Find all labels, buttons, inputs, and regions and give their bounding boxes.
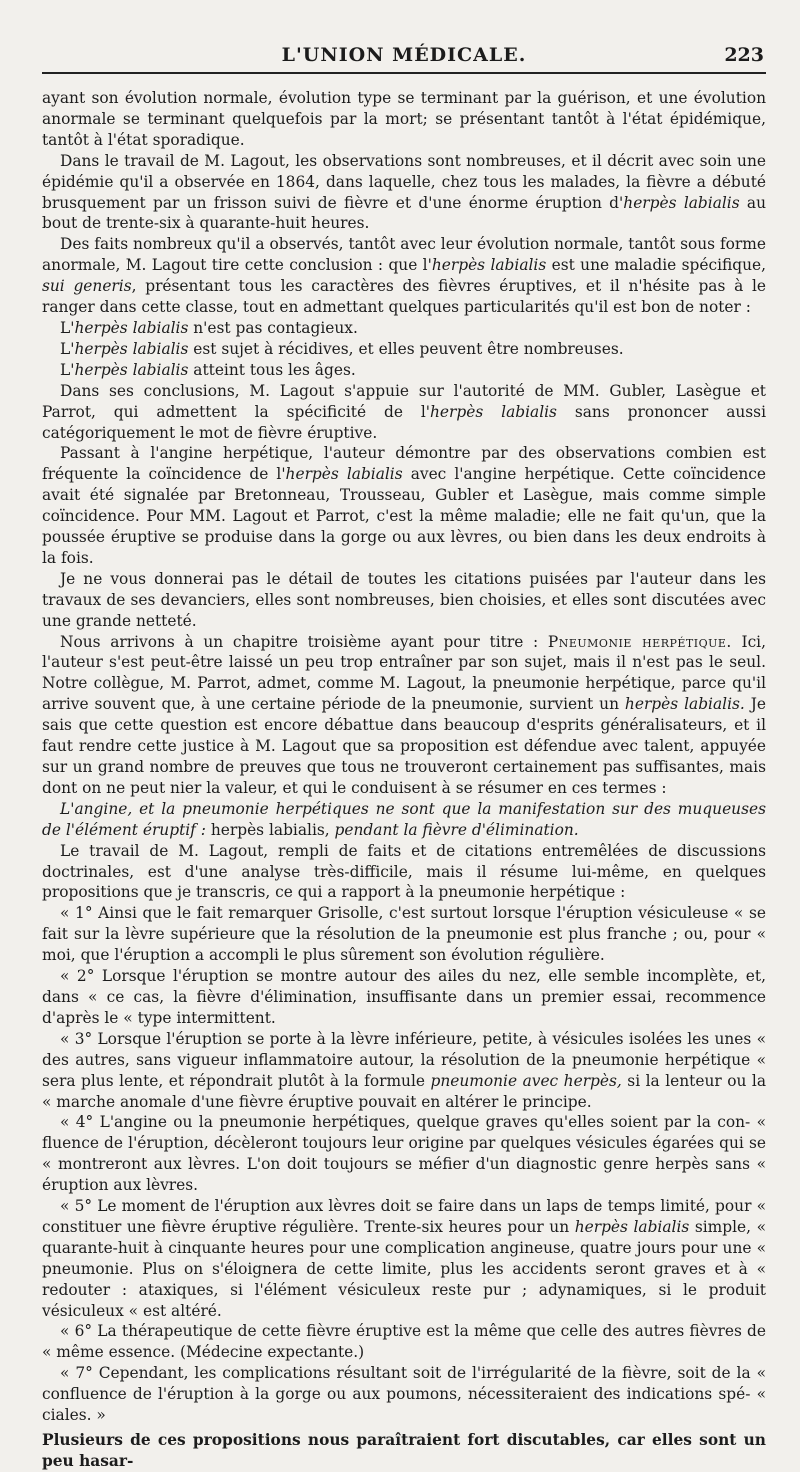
- page-header: [42, 38, 766, 74]
- paragraph: Des faits nombreux qu'il a observés, tantôt avec leur évolution normale, tantôt sous forme anormale, M. Lagout tire cette conclusion : que l'herpès labialis est une maladie spécifique, sui generis, présentant tous les caractères des fièvres éruptives, et il n'hésite pas à le ranger dans cette classe, tout en admettant quelques particularités qu'il est bon de noter :: [42, 235, 767, 317]
- paragraph: « 3° Lorsque l'éruption se porte à la lèvre inférieure, petite, à vésicules isolées les unes « des autres, sans vigueur inflammatoire autour, la résolution de la pneumonie herpétique « sera plus lente, et répondrait plutôt à la formule pneumonie avec herpès, si la lenteur ou la « marche anomale d'une fièvre éruptive pouvait en altérer le principe.: [42, 1029, 766, 1111]
- paragraph: L'herpès labialis atteint tous les âges.: [60, 360, 356, 379]
- paragraph: ayant son évolution normale, évolution type se terminant par la guérison, et une évolution anormale se terminant quelquefois par la mort; se présentant tantôt à l'état épidémique, tantôt à l'état sporadique.: [42, 89, 766, 149]
- paragraph: Plusieurs de ces propositions nous paraîtraient fort discutables, car elles sont un peu hasar-: [42, 1431, 766, 1470]
- paragraph: Nous arrivons à un chapitre troisième ayant pour titre : Pneumonie herpétique. Ici, l'auteur s'est peut-être laissé un peu trop entraîner par son sujet, mais il n'est pas le seul. Notre collègue, M. Parrot, admet, comme M. Lagout, la pneumonie herpétique, parce qu'il arrive souvent que, à une certaine période de la pneumonie, survient un herpès labialis. Je sais que cette question est encore débattue dans beaucoup d'esprits généralisateurs, et il faut rendre cette justice à M. Lagout que sa proposition est défendue avec talent, appuyée sur un grand nombre de preuves que tous ne trouveront certainement pas suffisantes, mais dont on ne peut nier la valeur, et qui le conduisent à se résumer en ces termes :: [42, 632, 766, 797]
- paragraph: « 4° L'angine ou la pneumonie herpétiques, quelque graves qu'elles soient par la con- « fluence de l'éruption, décèleront toujours leur origine par quelques vésicules égarées qui se « montreront aux lèvres. L'on doit toujours se méfier d'un diagnostic genre herpès sans « éruption aux lèvres.: [42, 1113, 766, 1195]
- paragraph: « 1° Ainsi que le fait remarquer Grisolle, c'est surtout lorsque l'éruption vésiculeuse « se fait sur la lèvre supérieure que la résolution de la pneumonie est plus franche ; ou, pour « moi, que l'éruption a accompli le plus sûrement son évolution régulière.: [42, 904, 766, 965]
- paragraph: Dans ses conclusions, M. Lagout s'appuie sur l'autorité de MM. Gubler, Lasègue et Parrot, qui admettent la spécificité de l'herpès labialis sans prononcer aussi catégoriquement le mot de fièvre éruptive.: [42, 381, 766, 442]
- paragraph: L'angine, et la pneumonie herpétiques ne sont que la manifestation sur des muqueuses de l'élément éruptif : herpès labialis, pendant la fièvre d'élimination.: [42, 799, 766, 839]
- paragraph: « 2° Lorsque l'éruption se montre autour des ailes du nez, elle semble incomplète, et, dans « ce cas, la fièvre d'élimination, insuffisante dans un premier essai, recommence d'après le « type intermittent.: [42, 967, 766, 1027]
- paragraph: « 5° Le moment de l'éruption aux lèvres doit se faire dans un laps de temps limité, pour « constituer une fièvre éruptive régulière. Trente-six heures pour un herpès labialis simple, « quarante-huit à cinquante heures pour une complication angineuse, quatre jours pour une « pneumonie. Plus on s'éloignera de cette limite, plus les accidents seront graves et à « redouter : ataxiques, si l'élément vésiculeux reste pur ; adynamiques, si le produit vésiculeux « est altéré.: [42, 1197, 767, 1320]
- paragraph: Le travail de M. Lagout, rempli de faits et de citations entremêlées de discussions doctrinales, est d'une analyse très-difficile, mais il résume lui-même, en quelques propositions que je transcris, ce qui a rapport à la pneumonie herpétique :: [42, 841, 766, 902]
- article-body: [42, 88, 766, 1472]
- paragraph: Je ne vous donnerai pas le détail de toutes les citations puisées par l'auteur dans les travaux de ses devanciers, elles sont nombreuses, bien choisies, et elles sont discutées avec une grande netteté.: [42, 569, 766, 630]
- paragraph: L'herpès labialis est sujet à récidives, et elles peuvent être nombreuses.: [60, 339, 624, 358]
- paragraph: L'herpès labialis n'est pas contagieux.: [60, 318, 358, 337]
- paragraph: Dans le travail de M. Lagout, les observations sont nombreuses, et il décrit avec soin une épidémie qu'il a observée en 1864, dans laquelle, chez tous les malades, la fièvre a débuté brusquement par un frisson suivi de fièvre et d'une énorme éruption d'herpès labialis au bout de trente-six à quarante-huit heures.: [42, 151, 767, 233]
- paragraph: « 6° La thérapeutique de cette fièvre éruptive est la même que celle des autres fièvres de « même essence. (Médecine expectante.): [42, 1322, 766, 1362]
- page-number: 223: [724, 44, 764, 66]
- paragraph: Passant à l'angine herpétique, l'auteur démontre par des observations combien est fréquente la coïncidence de l'herpès labialis avec l'angine herpétique. Cette coïncidence avait été signalée par Bretonneau, Trousseau, Gubler et Lasègue, mais comme simple coïncidence. Pour MM. Lagout et Parrot, c'est la même maladie; elle ne fait qu'un, que la poussée éruptive se produise dans la gorge ou aux lèvres, ou bien dans les deux endroits à la fois.: [42, 444, 766, 567]
- journal-title: L'UNION MÉDICALE.: [281, 44, 527, 66]
- paragraph: « 7° Cependant, les complications résultant soit de l'irrégularité de la fièvre, soit de la « confluence de l'éruption à la gorge ou aux poumons, nécessiteraient des indications spé- « ciales. »: [42, 1364, 766, 1425]
